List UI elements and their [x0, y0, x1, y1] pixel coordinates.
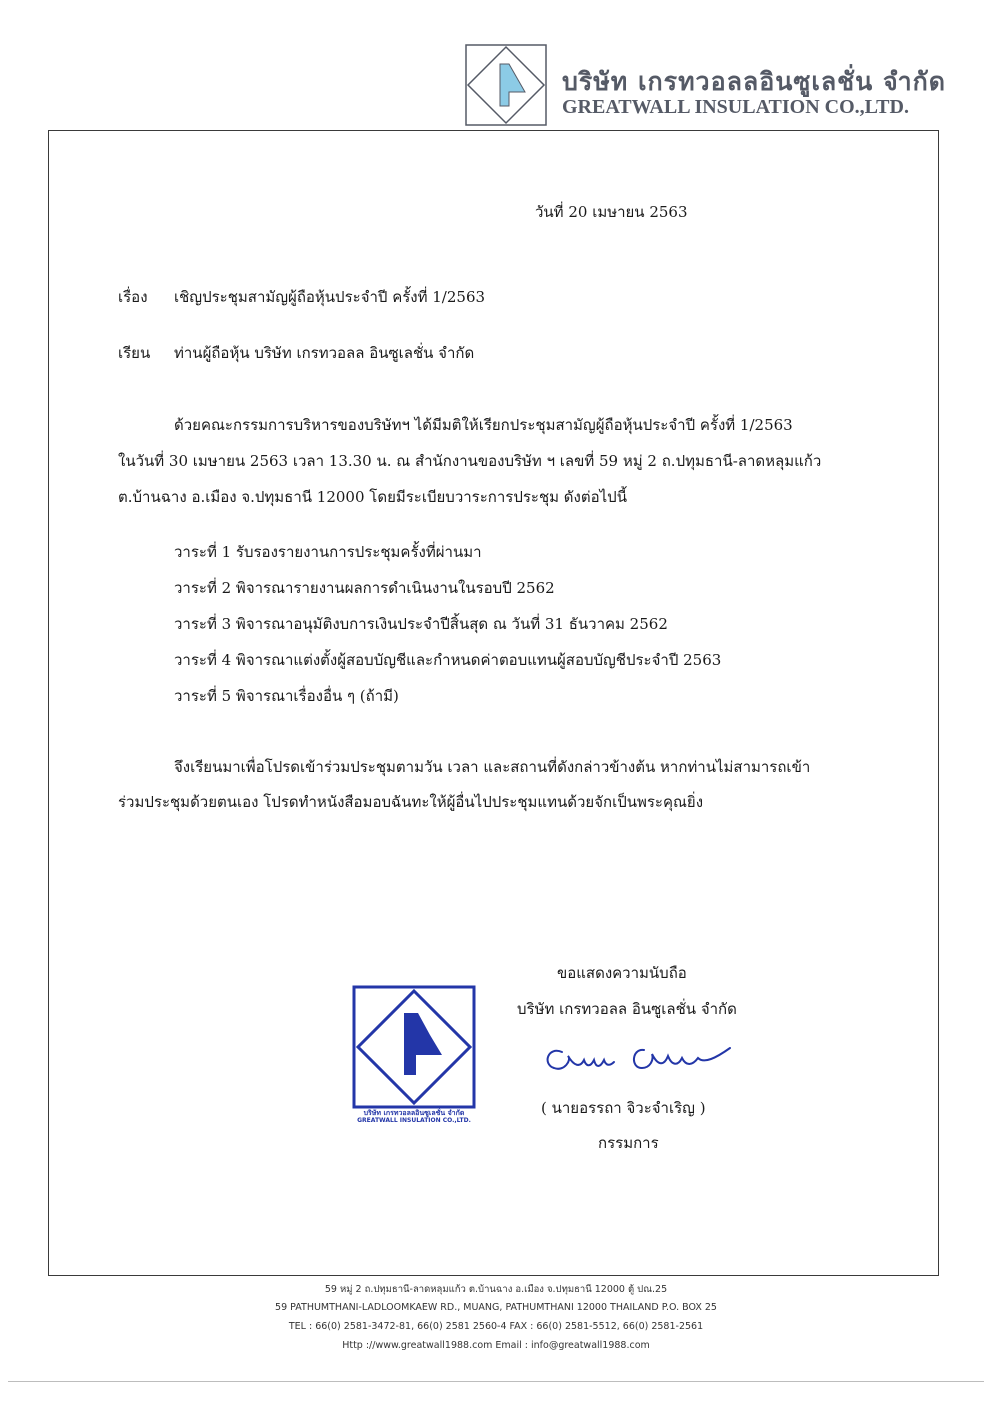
- body-line: ด้วยคณะกรรมการบริหารของบริษัทฯ ได้มีมติให้เรียกประชุมสามัญผู้ถือหุ้นประจำปี ครั้งที่ 1/2563: [174, 416, 793, 434]
- company-stamp: [352, 985, 476, 1109]
- company-logo: [465, 44, 547, 126]
- body-line: ในวันที่ 30 เมษายน 2563 เวลา 13.30 น. ณ สำนักงานของบริษัท ฯ เลขที่ 59 หมู่ 2 ถ.ปทุมธานี-ลาดหลุมแก้ว: [118, 452, 822, 470]
- agenda-item: วาระที่ 3 พิจารณาอนุมัติงบการเงินประจำปีสิ้นสุด ณ วันที่ 31 ธันวาคม 2562: [174, 615, 668, 633]
- company-name-thai: บริษัท เกรทวอลลอินซูเลชั่น จำกัด: [562, 67, 946, 96]
- closing-line: ร่วมประชุมด้วยตนเอง โปรดทำหนังสือมอบฉันทะให้ผู้อื่นไปประชุมแทนด้วยจักเป็นพระคุณยิ่ง: [118, 793, 704, 811]
- stamp-company-english: GREATWALL INSULATION CO.,LTD.: [357, 1117, 471, 1124]
- recipient-text: ท่านผู้ถือหุ้น บริษัท เกรทวอลล อินซูเลชั่น จำกัด: [174, 344, 475, 362]
- complimentary-close: ขอแสดงความนับถือ: [557, 964, 687, 982]
- agenda-item: วาระที่ 4 พิจารณาแต่งตั้งผู้สอบบัญชีและกำหนดค่าตอบแทนผู้สอบบัญชีประจำปี 2563: [174, 651, 722, 669]
- footer-web-email: Http ://www.greatwall1988.com Email : info@greatwall1988.com: [342, 1340, 650, 1351]
- agenda-item: วาระที่ 1 รับรองรายงานการประชุมครั้งที่ผ่านมา: [174, 543, 482, 561]
- body-line: ต.บ้านฉาง อ.เมือง จ.ปทุมธานี 12000 โดยมีระเบียบวาระการประชุม ดังต่อไปนี้: [118, 488, 627, 506]
- company-name-english: GREATWALL INSULATION CO.,LTD.: [562, 96, 909, 118]
- footer-phone-fax: TEL : 66(0) 2581-3472-81, 66(0) 2581 2560-4 FAX : 66(0) 2581-5512, 66(0) 2581-2561: [288, 1321, 704, 1332]
- agenda-item: วาระที่ 2 พิจารณารายงานผลการดำเนินงานในรอบปี 2562: [174, 579, 555, 597]
- signer-name: ( นายอรรถา จิวะจำเริญ ): [541, 1099, 706, 1117]
- footer-address-english: 59 PATHUMTHANI-LADLOOMKAEW RD., MUANG, PATHUMTHANI 12000 THAILAND P.O. BOX 25: [275, 1302, 717, 1313]
- signature: [540, 1038, 736, 1078]
- stamp-company-thai: บริษัท เกรทวอลลอินซูเลชั่น จำกัด: [363, 1109, 465, 1117]
- bottom-divider: [8, 1381, 984, 1382]
- footer-address-thai: 59 หมู่ 2 ถ.ปทุมธานี-ลาดหลุมแก้ว ต.บ้านฉาง อ.เมือง จ.ปทุมธานี 12000 ตู้ ปณ.25: [324, 1284, 668, 1295]
- signer-company: บริษัท เกรทวอลล อินซูเลชั่น จำกัด: [517, 1000, 737, 1018]
- subject-label: เรื่อง: [118, 288, 148, 306]
- recipient-label: เรียน: [118, 344, 151, 362]
- signer-position: กรรมการ: [598, 1134, 659, 1152]
- letter-date: วันที่ 20 เมษายน 2563: [535, 203, 688, 221]
- closing-line: จึงเรียนมาเพื่อโปรดเข้าร่วมประชุมตามวัน เวลา และสถานที่ดังกล่าวข้างต้น หากท่านไม่สามารถเข้า: [174, 758, 811, 776]
- subject-text: เชิญประชุมสามัญผู้ถือหุ้นประจำปี ครั้งที่ 1/2563: [174, 288, 486, 306]
- agenda-item: วาระที่ 5 พิจารณาเรื่องอื่น ๆ (ถ้ามี): [174, 687, 399, 705]
